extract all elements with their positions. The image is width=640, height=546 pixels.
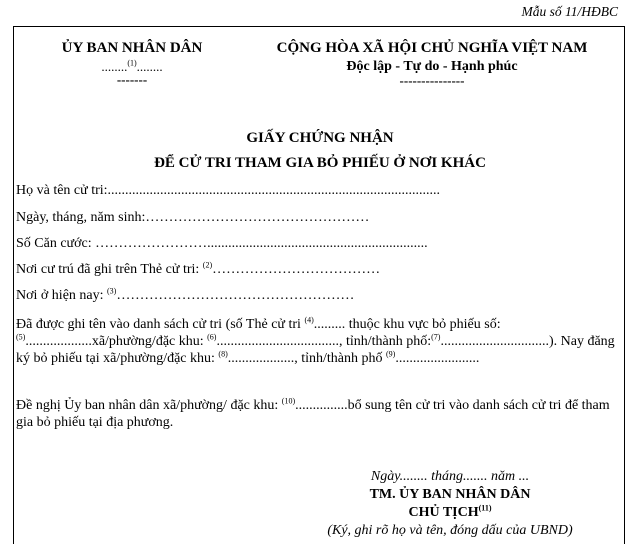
note-4: (4) xyxy=(304,315,314,325)
left-header xyxy=(48,39,216,85)
agency-blank: ........$^{(1)}$........ xyxy=(101,58,163,74)
signer-position: CHỦ TỊCH$^{(11)}$ xyxy=(408,503,492,520)
document-frame xyxy=(13,26,625,544)
current-address-field: Nơi ở hiện nay: $^{(3)}$…………………………………………… xyxy=(16,286,355,303)
note-5: (5) xyxy=(16,332,26,342)
note-1: (1) xyxy=(127,58,137,68)
on-behalf-label: TM. ỦY BAN NHÂN DÂN xyxy=(369,487,531,502)
signature-instruction: (Ký, ghi rõ họ và tên, đóng dấu của UBND) xyxy=(327,523,573,538)
right-header xyxy=(262,39,602,86)
left-underline: ------- xyxy=(116,72,148,87)
form-number: Mẫu số 11/HĐBC xyxy=(521,4,618,19)
country-name: CỘNG HÒA XÃ HỘI CHỦ NGHĨA VIỆT NAM xyxy=(276,40,588,56)
voter-name-field: Họ và tên cử tri:............................................................................................... xyxy=(16,183,441,198)
note-9: (9) xyxy=(386,349,396,359)
agency-name: ỦY BAN NHÂN DÂN xyxy=(61,40,203,56)
document-title: GIẤY CHỨNG NHẬN xyxy=(246,130,394,146)
note-8: (8) xyxy=(218,349,228,359)
registration-paragraph: Đã được ghi tên vào danh sách cử tri (số Thẻ cử tri $^{(4)}$......... thuộc khu vực bỏ phiếu số:$^{(5)}$...................xã/phường/đặc khu: $^{(6)}$..................................., tỉnh/thành phố:$^{(7)}$...............................). Nay đăng ký bỏ phiếu tại xã/phường/đặc khu: $^{(8)}$..................., tỉnh/thành phố $^{(9)}$........................ xyxy=(16,315,615,366)
note-6: (6) xyxy=(207,332,217,342)
id-card-field: Số Căn cước: ……………………............................................................... xyxy=(16,236,428,251)
national-motto: Độc lập - Tự do - Hạnh phúc xyxy=(346,59,518,74)
signature-block xyxy=(300,468,600,540)
note-11: (11) xyxy=(478,503,492,513)
request-paragraph: Đề nghị Ủy ban nhân dân xã/phường/ đặc khu: $^{(10)}$...............bổ sung tên cử tri vào danh sách cử tri để tham gia bỏ phiếu tại địa phương. xyxy=(16,396,610,430)
right-underline: --------------- xyxy=(399,73,465,88)
note-10: (10) xyxy=(281,396,296,406)
signature-date: Ngày........ tháng....... năm ... xyxy=(370,469,530,484)
date-of-birth-field: Ngày, tháng, năm sinh:………………………………………… xyxy=(16,210,370,225)
note-2: (2) xyxy=(202,260,213,270)
residence-field: Nơi cư trú đã ghi trên Thẻ cử tri: $^{(2)}$……………………………… xyxy=(16,260,381,277)
note-3: (3) xyxy=(107,286,117,296)
note-7: (7) xyxy=(431,332,441,342)
document-subtitle: ĐỂ CỬ TRI THAM GIA BỎ PHIẾU Ở NƠI KHÁC xyxy=(154,155,486,171)
